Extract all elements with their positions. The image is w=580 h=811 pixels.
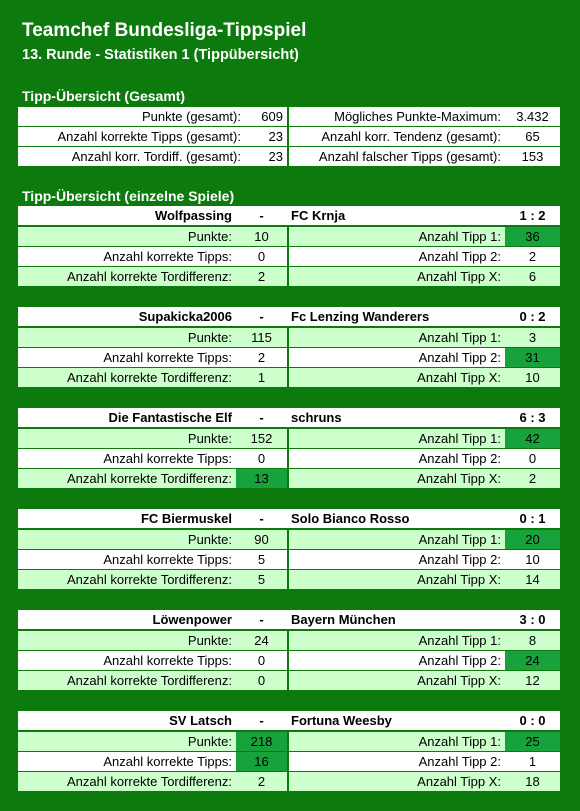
home-team: Löwenpower	[18, 610, 236, 629]
overview-label: Anzahl korr. Tordiff. (gesamt):	[18, 147, 245, 166]
correct-label: Anzahl korrekte Tipps:	[18, 651, 236, 670]
match-score: 3 : 0	[505, 610, 560, 629]
tippx-label: Anzahl Tipp X:	[287, 368, 505, 387]
tipp2-value: 31	[505, 348, 560, 367]
overview-label: Anzahl korrekte Tipps (gesamt):	[18, 127, 245, 146]
diff-value: 2	[236, 772, 287, 791]
diff-value: 5	[236, 570, 287, 589]
game-stat-row	[18, 671, 560, 691]
game-stat-row	[18, 227, 560, 247]
tipp2-value: 2	[505, 247, 560, 266]
overview-heading: Tipp-Übersicht (Gesamt)	[22, 88, 186, 104]
tipp2-label: Anzahl Tipp 2:	[287, 550, 505, 569]
away-team: Solo Bianco Rosso	[287, 509, 505, 528]
match-score: 6 : 3	[505, 408, 560, 427]
points-value: 115	[236, 328, 287, 347]
game-header-row	[18, 509, 560, 529]
tipp1-value: 42	[505, 429, 560, 448]
correct-value: 5	[236, 550, 287, 569]
tippx-value: 2	[505, 469, 560, 488]
tipp2-label: Anzahl Tipp 2:	[287, 651, 505, 670]
points-label: Punkte:	[18, 631, 236, 650]
tipp1-label: Anzahl Tipp 1:	[287, 631, 505, 650]
game-stat-row	[18, 651, 560, 671]
points-label: Punkte:	[18, 429, 236, 448]
tipp2-value: 0	[505, 449, 560, 468]
game-stat-row	[18, 328, 560, 348]
game-stat-row	[18, 368, 560, 388]
tippx-value: 10	[505, 368, 560, 387]
tipp2-label: Anzahl Tipp 2:	[287, 449, 505, 468]
tipp2-value: 10	[505, 550, 560, 569]
game-stat-row	[18, 550, 560, 570]
overview-label: Anzahl korr. Tendenz (gesamt):	[287, 127, 505, 146]
away-team: schruns	[287, 408, 505, 427]
away-team: Fortuna Weesby	[287, 711, 505, 730]
page-title: Teamchef Bundesliga-Tippspiel	[22, 20, 307, 41]
diff-label: Anzahl korrekte Tordifferenz:	[18, 368, 236, 387]
diff-value: 2	[236, 267, 287, 286]
correct-label: Anzahl korrekte Tipps:	[18, 348, 236, 367]
diff-value: 0	[236, 671, 287, 690]
match-score: 0 : 2	[505, 307, 560, 326]
match-dash: -	[236, 206, 287, 225]
overview-value: 153	[505, 147, 560, 166]
tippx-label: Anzahl Tipp X:	[287, 772, 505, 791]
game-stat-row	[18, 530, 560, 550]
tipp2-label: Anzahl Tipp 2:	[287, 752, 505, 771]
away-team: Fc Lenzing Wanderers	[287, 307, 505, 326]
match-dash: -	[236, 509, 287, 528]
games-heading: Tipp-Übersicht (einzelne Spiele)	[22, 188, 235, 204]
overview-row	[18, 147, 560, 167]
diff-label: Anzahl korrekte Tordifferenz:	[18, 469, 236, 488]
overview-label: Anzahl falscher Tipps (gesamt):	[287, 147, 505, 166]
tippx-value: 6	[505, 267, 560, 286]
game-stat-row	[18, 348, 560, 368]
overview-label: Punkte (gesamt):	[18, 107, 245, 126]
tipp1-label: Anzahl Tipp 1:	[287, 429, 505, 448]
tipp1-value: 3	[505, 328, 560, 347]
overview-value: 3.432	[505, 107, 560, 126]
tipp1-label: Anzahl Tipp 1:	[287, 227, 505, 246]
correct-value: 2	[236, 348, 287, 367]
game-stat-row	[18, 631, 560, 651]
tippx-value: 12	[505, 671, 560, 690]
match-dash: -	[236, 711, 287, 730]
game-stat-row	[18, 449, 560, 469]
game-header-row	[18, 610, 560, 630]
points-value: 24	[236, 631, 287, 650]
game-stat-row	[18, 772, 560, 792]
tipp2-label: Anzahl Tipp 2:	[287, 348, 505, 367]
points-value: 90	[236, 530, 287, 549]
overview-row	[18, 127, 560, 147]
correct-value: 0	[236, 247, 287, 266]
diff-label: Anzahl korrekte Tordifferenz:	[18, 570, 236, 589]
tippx-label: Anzahl Tipp X:	[287, 671, 505, 690]
tipp2-value: 24	[505, 651, 560, 670]
overview-row	[18, 107, 560, 127]
home-team: FC Biermuskel	[18, 509, 236, 528]
game-header-row	[18, 206, 560, 226]
points-value: 152	[236, 429, 287, 448]
game-stat-row	[18, 732, 560, 752]
tipp2-label: Anzahl Tipp 2:	[287, 247, 505, 266]
home-team: SV Latsch	[18, 711, 236, 730]
correct-label: Anzahl korrekte Tipps:	[18, 752, 236, 771]
tipp1-label: Anzahl Tipp 1:	[287, 732, 505, 751]
match-score: 0 : 1	[505, 509, 560, 528]
tipp1-label: Anzahl Tipp 1:	[287, 530, 505, 549]
game-stat-row	[18, 469, 560, 489]
tipp1-value: 20	[505, 530, 560, 549]
match-dash: -	[236, 408, 287, 427]
game-stat-row	[18, 247, 560, 267]
overview-value: 23	[245, 127, 287, 146]
home-team: Die Fantastische Elf	[18, 408, 236, 427]
game-header-row	[18, 408, 560, 428]
diff-label: Anzahl korrekte Tordifferenz:	[18, 267, 236, 286]
game-stat-row	[18, 570, 560, 590]
points-label: Punkte:	[18, 732, 236, 751]
points-value: 10	[236, 227, 287, 246]
tipp1-label: Anzahl Tipp 1:	[287, 328, 505, 347]
game-header-row	[18, 711, 560, 731]
diff-value: 13	[236, 469, 287, 488]
game-header-row	[18, 307, 560, 327]
tippx-label: Anzahl Tipp X:	[287, 570, 505, 589]
correct-label: Anzahl korrekte Tipps:	[18, 550, 236, 569]
correct-label: Anzahl korrekte Tipps:	[18, 449, 236, 468]
game-stat-row	[18, 752, 560, 772]
correct-label: Anzahl korrekte Tipps:	[18, 247, 236, 266]
match-dash: -	[236, 610, 287, 629]
match-dash: -	[236, 307, 287, 326]
correct-value: 0	[236, 651, 287, 670]
home-team: Supakicka2006	[18, 307, 236, 326]
overview-value: 65	[505, 127, 560, 146]
correct-value: 0	[236, 449, 287, 468]
overview-value: 23	[245, 147, 287, 166]
points-label: Punkte:	[18, 530, 236, 549]
diff-value: 1	[236, 368, 287, 387]
match-score: 0 : 0	[505, 711, 560, 730]
diff-label: Anzahl korrekte Tordifferenz:	[18, 772, 236, 791]
tippx-label: Anzahl Tipp X:	[287, 469, 505, 488]
overview-value: 609	[245, 107, 287, 126]
away-team: FC Krnja	[287, 206, 505, 225]
correct-value: 16	[236, 752, 287, 771]
match-score: 1 : 2	[505, 206, 560, 225]
home-team: Wolfpassing	[18, 206, 236, 225]
away-team: Bayern München	[287, 610, 505, 629]
tipp1-value: 25	[505, 732, 560, 751]
game-stat-row	[18, 267, 560, 287]
points-value: 218	[236, 732, 287, 751]
page-subtitle: 13. Runde - Statistiken 1 (Tippübersicht)	[22, 47, 299, 63]
game-stat-row	[18, 429, 560, 449]
tippx-label: Anzahl Tipp X:	[287, 267, 505, 286]
tipp2-value: 1	[505, 752, 560, 771]
diff-label: Anzahl korrekte Tordifferenz:	[18, 671, 236, 690]
tippx-value: 18	[505, 772, 560, 791]
tipp1-value: 36	[505, 227, 560, 246]
tipp1-value: 8	[505, 631, 560, 650]
overview-label: Mögliches Punkte-Maximum:	[287, 107, 505, 126]
tippx-value: 14	[505, 570, 560, 589]
points-label: Punkte:	[18, 328, 236, 347]
points-label: Punkte:	[18, 227, 236, 246]
